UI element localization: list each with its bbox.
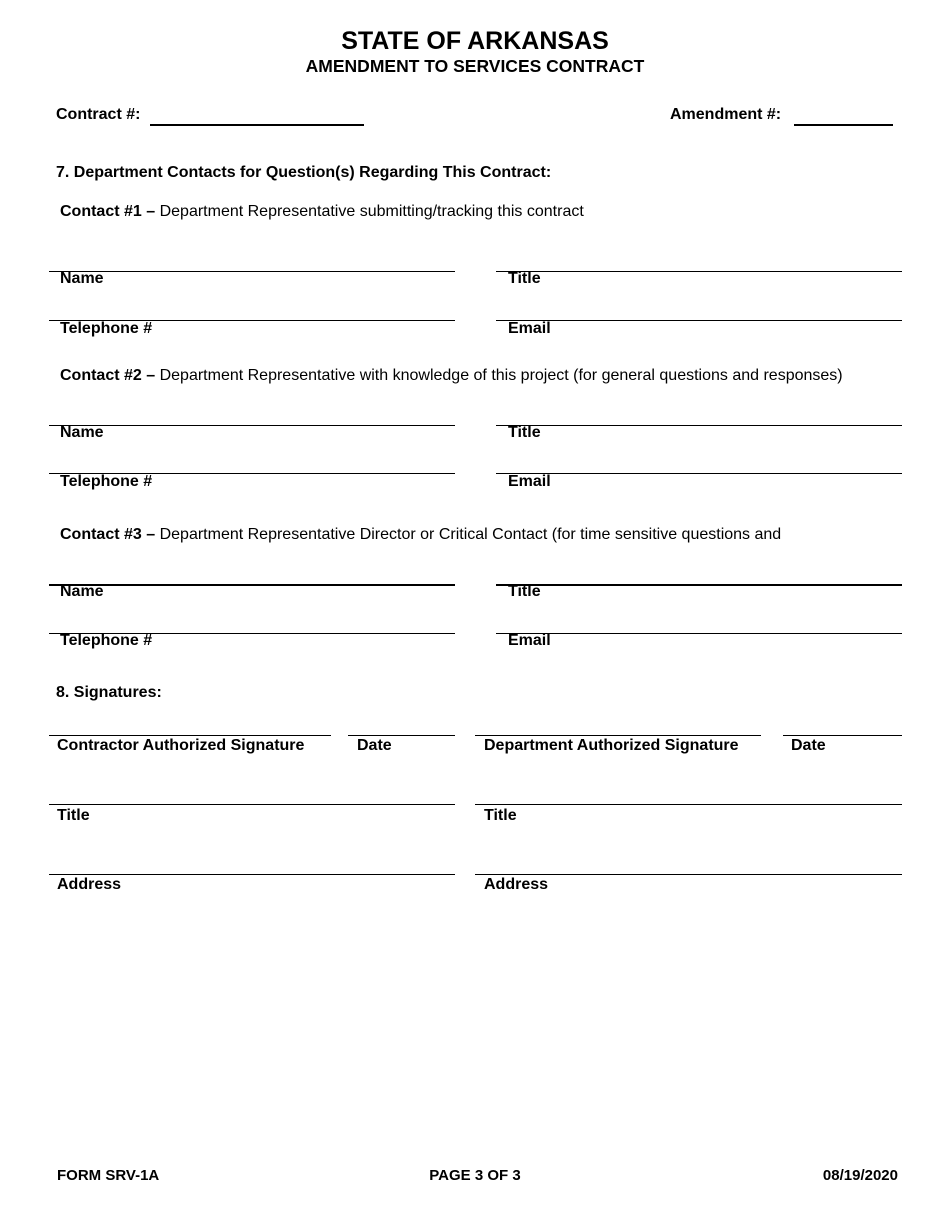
section-7-heading: 7. Department Contacts for Question(s) Regarding This Contract:: [56, 164, 552, 181]
contract-number-label: Contract #:: [56, 106, 141, 123]
department-address-line[interactable]: [475, 874, 902, 875]
contact-2-description: [60, 367, 843, 385]
footer-form-number: FORM SRV-1A: [57, 1167, 160, 1184]
contact-3-name-label: Name: [60, 583, 104, 600]
page-title: STATE OF ARKANSAS: [341, 27, 609, 55]
contact-3-title-line[interactable]: [496, 584, 902, 586]
department-date-line[interactable]: [783, 735, 902, 736]
contractor-title-label: Title: [57, 807, 90, 824]
contact-2-title-label: Title: [508, 424, 541, 441]
amendment-number-label: Amendment #:: [670, 106, 782, 123]
amendment-number-field[interactable]: [794, 104, 893, 126]
contact-3-name-line[interactable]: [49, 584, 455, 586]
contact-3-telephone-label: Telephone #: [60, 632, 153, 649]
contractor-address-line[interactable]: [49, 874, 455, 875]
contractor-date-line[interactable]: [348, 735, 455, 736]
department-title-line[interactable]: [475, 804, 902, 805]
contact-1-name-label: Name: [60, 270, 104, 287]
contact-3-title-label: Title: [508, 583, 541, 600]
contract-number-field[interactable]: [150, 104, 364, 126]
contact-3-text: Department Representative Director or Critical Contact (for time sensitive questions and: [155, 526, 782, 543]
department-address-label: Address: [484, 876, 549, 893]
contact-2-title-line[interactable]: [496, 425, 902, 426]
department-title-label: Title: [484, 807, 517, 824]
page-subtitle: AMENDMENT TO SERVICES CONTRACT: [305, 56, 645, 76]
contact-2-telephone-label: Telephone #: [60, 473, 153, 490]
contractor-signature-line[interactable]: [49, 735, 331, 736]
contact-2-prefix: Contact #2 –: [60, 367, 156, 384]
contractor-title-line[interactable]: [49, 804, 455, 805]
contact-2-name-label: Name: [60, 424, 104, 441]
contractor-signature-label: Contractor Authorized Signature: [57, 737, 305, 754]
contact-2-text: Department Representative with knowledge of this project (for general questions and responses): [155, 367, 843, 384]
contact-1-email-line[interactable]: [496, 320, 902, 321]
contact-3-email-line[interactable]: [496, 633, 902, 634]
footer-page-number: PAGE 3 OF 3: [429, 1167, 521, 1184]
contact-1-name-line[interactable]: [49, 271, 455, 272]
contractor-date-label: Date: [357, 737, 392, 754]
contact-3-description: [60, 526, 781, 544]
contact-1-description: [60, 203, 584, 221]
contact-2-email-line[interactable]: [496, 473, 902, 474]
contact-3-prefix: Contact #3 –: [60, 526, 156, 543]
contact-1-text: Department Representative submitting/tracking this contract: [155, 203, 584, 220]
contact-1-telephone-label: Telephone #: [60, 320, 153, 337]
contact-3-email-label: Email: [508, 632, 551, 649]
contact-2-email-label: Email: [508, 473, 551, 490]
contact-1-prefix: Contact #1 –: [60, 203, 156, 220]
footer-date: 08/19/2020: [822, 1167, 898, 1184]
department-signature-line[interactable]: [475, 735, 761, 736]
contractor-address-label: Address: [57, 876, 122, 893]
section-8-heading: 8. Signatures:: [56, 684, 162, 701]
contact-1-email-label: Email: [508, 320, 551, 337]
department-date-label: Date: [791, 737, 826, 754]
department-signature-label: Department Authorized Signature: [484, 737, 739, 754]
contact-2-name-line[interactable]: [49, 425, 455, 426]
contact-1-title-line[interactable]: [496, 271, 902, 272]
contact-1-title-label: Title: [508, 270, 541, 287]
